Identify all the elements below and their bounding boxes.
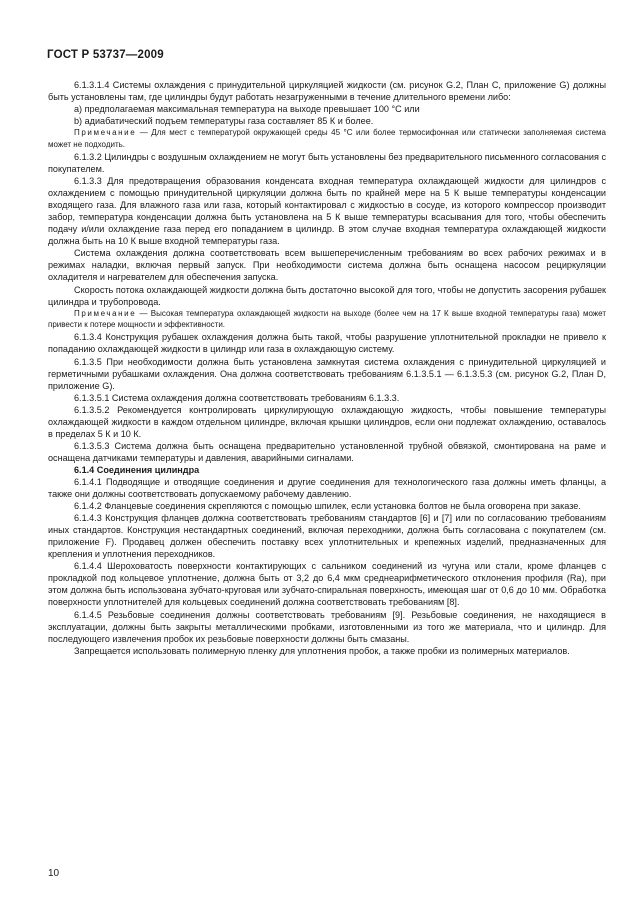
section-heading-6-1-4: 6.1.4 Соединения цилиндра [74,464,200,475]
paragraph-6-1-4-1: 6.1.4.1 Подводящие и отводящие соединения и другие соединения для технологического газа должны иметь фланцы, а также они должны соответствовать допускаемому рабочему давлению. [48,476,606,500]
note-1 [48,127,606,150]
paragraph-6-1-3-5: 6.1.3.5 При необходимости должна быть установлена замкнутая система охлаждения с принудительной циркуляцией и герметичными рубашками охлаждения. Она должна соответствовать требованиям 6.1.3.5.1 — 6.1.3.5.3 (см. рисунок G.2, План D, приложение G). [48,356,606,391]
list-item-b: b) адиабатический подъем температуры газа составляет 85 К и более. [74,116,374,127]
paragraph-prohibition: Запрещается использовать полимерную пленку для уплотнения пробок, а также пробки из полимерных материалов. [74,645,570,656]
paragraph-6-1-3-4: 6.1.3.4 Конструкция рубашек охлаждения должна быть такой, чтобы разрушение уплотнительной прокладки не привело к попаданию охлаждающей жидкости в цилиндр или газа в охлаждающую систему. [48,332,606,355]
paragraph-6-1-3-5-1: 6.1.3.5.1 Система охлаждения должна соответствовать требованиям 6.1.3.3. [74,392,400,403]
note-label: Примечание [74,308,137,318]
page-number: 10 [48,868,60,879]
list-item-a: a) предполагаемая максимальная температура на выходе превышает 100 °С или [74,104,420,115]
document-header: ГОСТ Р 53737—2009 [47,49,164,61]
paragraph-6-1-4-5: 6.1.4.5 Резьбовые соединения должны соответствовать требованиям [9]. Резьбовые соединения, не находящиеся в эксплуатации, должны быть закрыты металлическими пробками, изготовленными из того же материала, что и цилиндр. Для последующего извлечения пробок их резьбовые поверхности должны быть смазаны. [48,609,606,644]
paragraph-cooling-system: Система охлаждения должна соответствовать всем вышеперечисленным требованиям во всех рабочих режимах и в режимах наладки, включая первый запуск. При необходимости система должна быть оснащена насосом рециркуляции охладителя и нагревателем для обеспечения запуска. [48,248,606,283]
paragraph-6-1-3-1-4: 6.1.3.1.4 Системы охлаждения с принудительной циркуляцией жидкости (см. рисунок G.2, План С, приложение G) должны быть установлены там, где цилиндры будут работать незагруженными в течение длительного времени либо: [48,80,606,103]
note-2 [48,308,606,331]
paragraph-6-1-3-3: 6.1.3.3 Для предотвращения образования конденсата входная температура охлаждающей жидкости для цилиндров с охлаждением с помощью принудительной циркуляции должна быть по крайней мере на 5 К выше температуры конденсации входящего газа. Для влажного газа или газа, который контактировал с жидкостью в сосуде, из которого компрессор производит забор, температура конденсации должна быть установлена на 5 К выше температуры всасывания для того, чтобы обеспечить подачу и/или охлаждение газа перед его попаданием в цилиндр. В этом случае входная температура охлаждающей жидкости должна быть на 10 К выше входной температуры газа. [48,176,606,247]
paragraph-6-1-3-5-3: 6.1.3.5.3 Система должна быть оснащена предварительно установленной трубной обвязкой, смонтирована на раме и оснащена датчиками температуры и давления, аварийными сигналами. [48,440,606,463]
note-label: Примечание [74,128,137,138]
paragraph-6-1-4-4: 6.1.4.4 Шероховатость поверхности контактирующих с сальником соединений из чугуна или стали, кроме фланцев с прокладкой под кольцевое уплотнение, должна быть от 3,2 до 6,4 мкм среднеарифметического отклонения профиля (Ra), при этом должна быть использована зубчато-круговая или зубчато-спиральная поверхность, имеющая шаг от 0,6 до 10 мм. Обработка поверхности уплотнителей для кольцевых соединений должна соответствовать требованиям [8]. [48,561,606,608]
paragraph-flow-rate: Скорость потока охлаждающей жидкости должна быть достаточно высокой для того, чтобы не допустить засорения рубашек цилиндра и трубопровода. [48,284,606,307]
note-text: — Высокая температура охлаждающей жидкости на выходе (более чем на 17 К выше входной температуры газа) может привести к потере мощности и эффективности. [48,308,606,330]
paragraph-6-1-3-2: 6.1.3.2 Цилиндры с воздушным охлаждением не могут быть установлены без предварительного письменного согласования с покупателем. [48,152,606,175]
paragraph-6-1-4-3: 6.1.4.3 Конструкция фланцев должна соответствовать требованиям стандартов [6] и [7] или по согласованию требованиям иных стандартов. Конструкция нестандартных соединений, включая переходники, должна быть согласована с покупателем (см. приложение F). Продавец должен обеспечить поставку всех уплотнительных и крепежных изделий, предназначенных для крепления и уплотнения переходников. [48,513,606,560]
paragraph-6-1-3-5-2: 6.1.3.5.2 Рекомендуется контролировать циркулирующую охлаждающую жидкость, чтобы повышение температуры охлаждающей жидкости в каждом отдельном цилиндре, включая крышки цилиндров, если они подлежат охлаждению, оставалось в пределах 5 К и 10 К. [48,404,606,439]
document-body [48,79,606,657]
paragraph-6-1-4-2: 6.1.4.2 Фланцевые соединения скрепляются с помощью шпилек, если установка болтов не была оговорена при заказе. [74,501,581,512]
note-text: — Для мест с температурой окружающей среды 45 °С или более термосифонная или статически заполняемая система может не подходить. [48,128,606,149]
